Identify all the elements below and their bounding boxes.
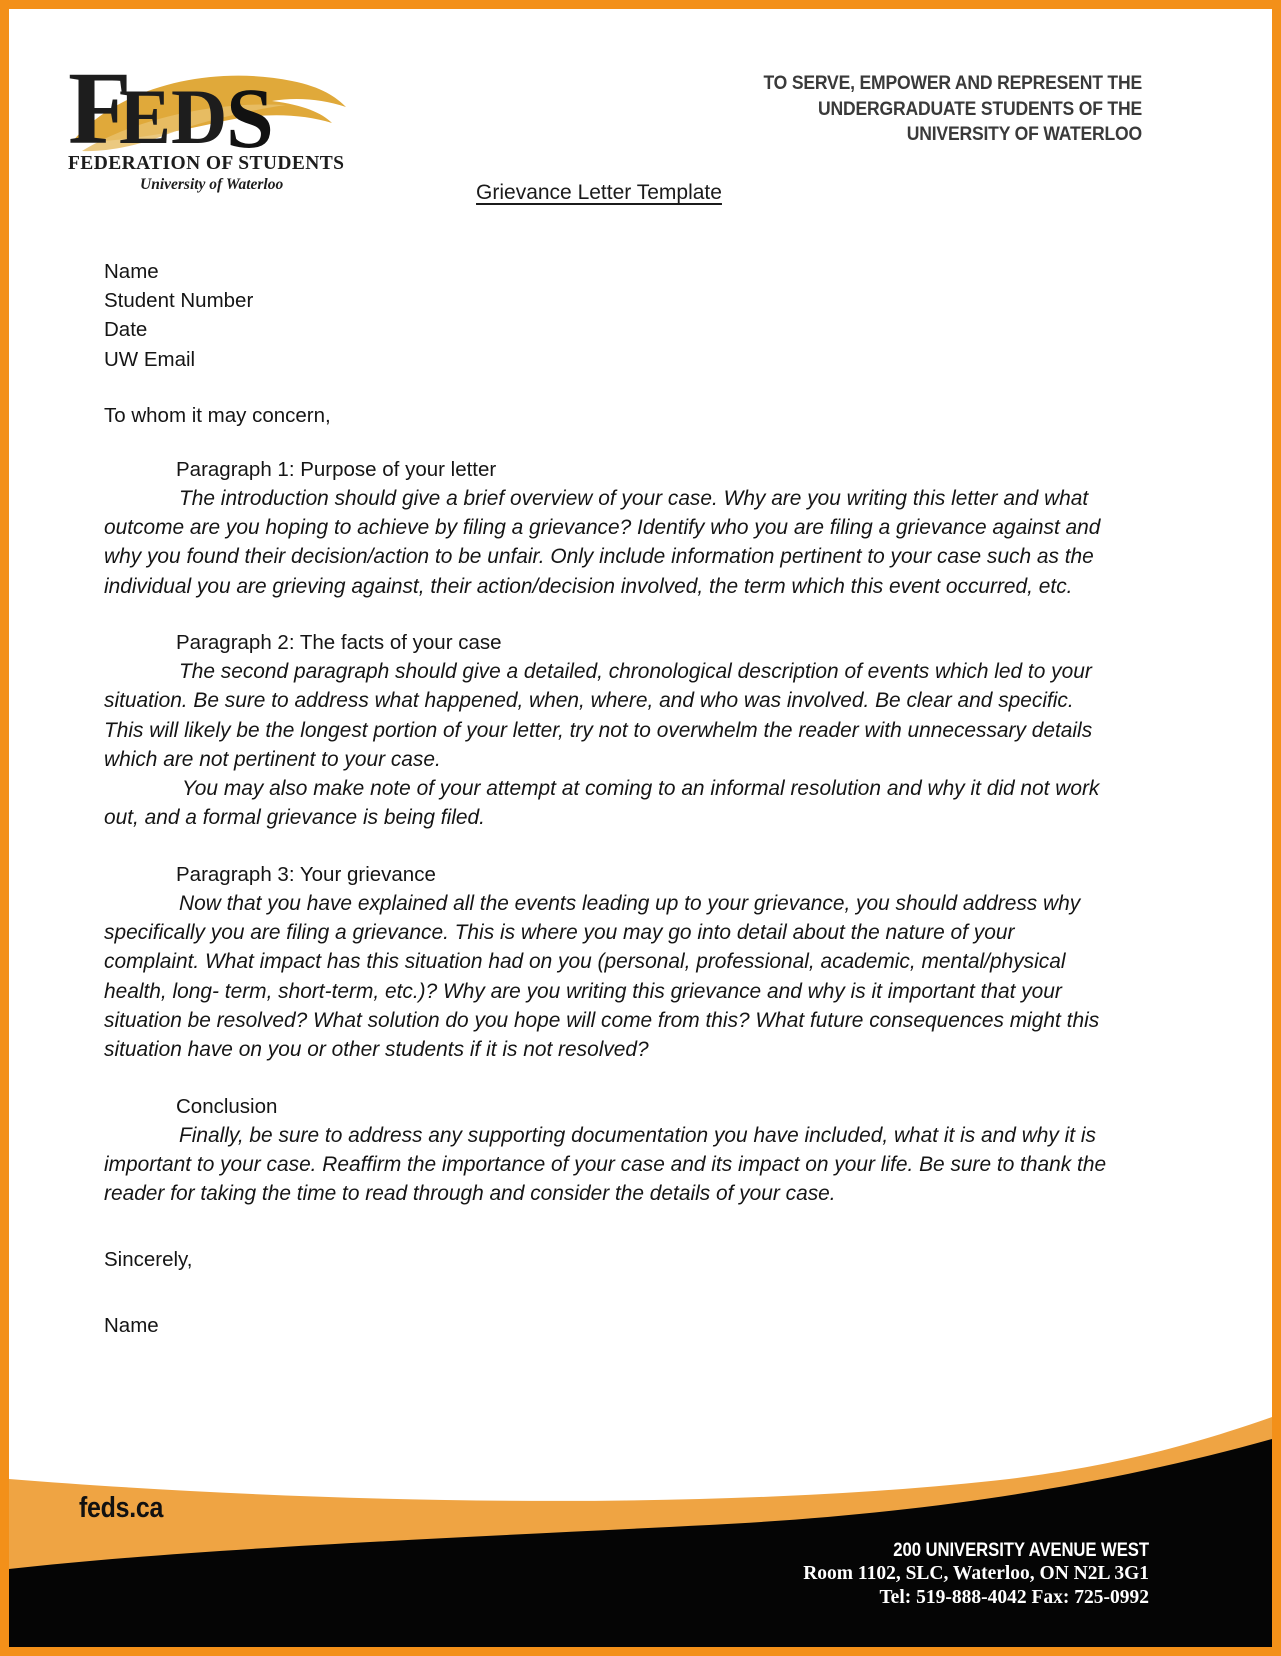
- letterhead-tagline: [719, 71, 1142, 148]
- paragraph-section-1: [104, 455, 1114, 601]
- page-title: [9, 181, 1189, 205]
- paragraph-section-3: [104, 860, 1114, 1065]
- page-sheet: [9, 9, 1272, 1647]
- feds-logo-graphic: [64, 47, 354, 197]
- footer-curve-graphic: [9, 1417, 1272, 1647]
- paragraph-3-body: Now that you have explained all the events leading up to your grievance, you should address why specifically you are filing a grievance. This is where you may go into detail about the nature of your complaint. What impact has this situation had on you (personal, professional, academic, mental/physical health, long- term, short-term, etc.)? Why are you writing this grievance and why is it important that your situation be resolved? What solution do you hope will come from this? What future consequences might this situation have on you or other students if it is not resolved?: [104, 891, 1100, 1062]
- tagline-line-2: UNDERGRADUATE STUDENTS OF THE: [817, 97, 1142, 120]
- tagline-line-1: TO SERVE, EMPOWER AND REPRESENT THE: [763, 72, 1142, 94]
- sender-date: Date: [104, 318, 148, 342]
- footer-address-street: 200 UNIVERSITY AVENUE WEST: [893, 1540, 1149, 1561]
- paragraph-2-body-continued: You may also make note of your attempt at coming to an informal resolution and why it did not work out, and a formal grievance is being filed.: [104, 777, 1100, 830]
- sender-name: Name: [104, 260, 159, 283]
- feds-logo: [64, 47, 354, 197]
- salutation: To whom it may concern,: [104, 403, 331, 427]
- paragraph-section-2: [104, 628, 1114, 833]
- letter-body: [104, 257, 1114, 1338]
- paragraph-2-body: The second paragraph should give a detailed, chronological description of events which led to your situation. Be sure to address what happened, when, where, and who was involved. Be clear and specific. This will likely be the longest portion of your letter, try not to overwhelm the reader with unnecessary details which are not pertinent to your case.: [104, 660, 1093, 771]
- tagline-line-3: UNIVERSITY OF WATERLOO: [906, 123, 1142, 145]
- footer-address: [629, 1539, 1149, 1610]
- closing-salutation: Sincerely,: [104, 1248, 193, 1272]
- conclusion-body: Finally, be sure to address any supporting documentation you have included, what it is and why it is important to your case. Reaffirm the importance of your case and its impact on your life. Be sure to thank the reader for taking the time to read through and consider the details of your case.: [104, 1123, 1107, 1206]
- svg-text:F: F: [68, 51, 129, 166]
- sender-email: UW Email: [104, 347, 196, 371]
- paragraph-1-body: The introduction should give a brief overview of your case. Why are you writing this letter and what outcome are you hoping to achieve by filing a grievance? Identify who you are filing a grievance against and why you found their decision/action to be unfair. Only include information pertinent to your case such as the individual you are grieving against, their action/decision involved, the term which this event occurred, etc.: [104, 486, 1101, 598]
- signature-name: Name: [104, 1314, 159, 1338]
- conclusion-section: [104, 1092, 1114, 1209]
- footer-address-tel: Tel: 519-888-4042 Fax: 725-0992: [879, 1587, 1149, 1608]
- svg-text:D: D: [171, 73, 227, 160]
- svg-text:S: S: [226, 70, 274, 166]
- conclusion-heading: Conclusion: [176, 1094, 278, 1118]
- feds-ca-wordmark[interactable]: feds.ca: [79, 1492, 164, 1524]
- paragraph-1-heading: Paragraph 1: Purpose of your letter: [176, 457, 497, 481]
- paragraph-3-heading: Paragraph 3: Your grievance: [176, 862, 436, 886]
- footer-address-room: Room 1102, SLC, Waterloo, ON N2L 3G1: [803, 1563, 1149, 1584]
- logo-federation-line: FEDERATION OF STUDENTS: [68, 153, 345, 174]
- paragraph-2-heading: Paragraph 2: The facts of your case: [176, 631, 502, 654]
- logo-university-line: University of Waterloo: [140, 176, 284, 193]
- svg-text:E: E: [119, 73, 171, 160]
- sender-student-number: Student Number: [104, 289, 254, 313]
- footer-decoration: [9, 1417, 1272, 1647]
- page-title-text: Grievance Letter Template: [476, 181, 722, 204]
